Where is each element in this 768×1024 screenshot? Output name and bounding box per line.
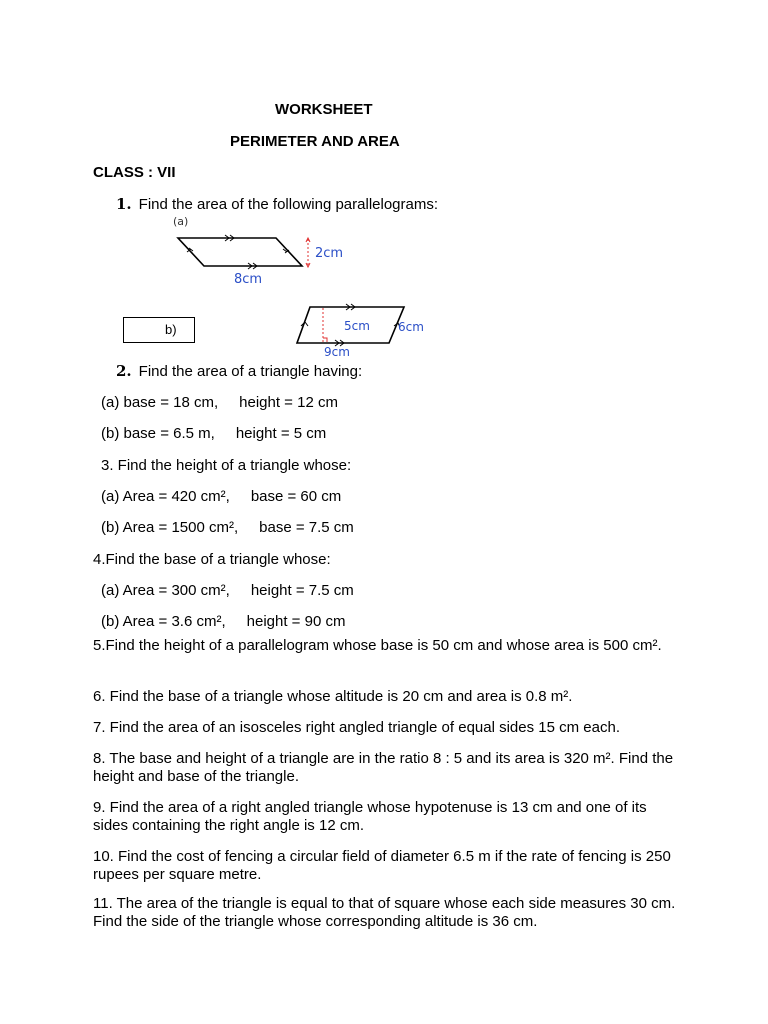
part-value: height = 5 cm	[235, 425, 327, 442]
worksheet-title: WORKSHEET	[275, 101, 373, 118]
figure-b-box	[123, 317, 195, 343]
parallelogram-figure-a	[150, 212, 380, 294]
question-5: 5.Find the height of a parallelogram whose base is 50 cm and whose area is 500 cm².	[93, 637, 662, 654]
class-label: CLASS : VII	[93, 164, 176, 181]
parallelogram-figure-b	[256, 292, 476, 362]
question-2	[116, 362, 362, 380]
question-1-number: 1.	[116, 195, 132, 213]
question-2-part-a	[101, 394, 338, 411]
part-value: base = 7.5 cm	[259, 519, 354, 536]
question-2-text: Find the area of a triangle having:	[138, 363, 363, 380]
part-text: (b) base = 6.5 m,	[101, 425, 215, 442]
part-text: (a) base = 18 cm,	[101, 394, 219, 411]
part-text: (a) Area = 300 cm²,	[101, 582, 230, 599]
part-value: height = 90 cm	[246, 613, 346, 630]
figure-a-height: 2cm	[315, 246, 344, 261]
question-8: 8. The base and height of a triangle are in the ratio 8 : 5 and its area is 320 m². Find the height and base of the triangle.	[93, 750, 674, 785]
figure-a-label: (a)	[173, 215, 189, 228]
question-6: 6. Find the base of a triangle whose altitude is 20 cm and area is 0.8 m².	[93, 688, 573, 705]
figure-a-base: 8cm	[234, 272, 263, 287]
part-text: (b) Area = 1500 cm²,	[101, 519, 239, 536]
question-4-part-b	[101, 613, 345, 630]
figure-b-side: 6cm	[398, 320, 424, 334]
question-4-part-a	[101, 582, 354, 599]
question-9: 9. Find the area of a right angled triangle whose hypotenuse is 13 cm and one of its sides containing the right angle is 12 cm.	[93, 799, 647, 834]
figure-b-base: 9cm	[324, 345, 350, 359]
part-text: (b) Area = 3.6 cm²,	[101, 613, 226, 630]
question-2-number: 2.	[116, 362, 132, 380]
question-10: 10. Find the cost of fencing a circular field of diameter 6.5 m if the rate of fencing is 250 rupees per square metre.	[93, 848, 671, 883]
question-3-part-b	[101, 519, 354, 536]
right-angle-mark-b	[323, 338, 327, 342]
question-2-part-b	[101, 425, 326, 442]
part-text: (a) Area = 420 cm²,	[101, 488, 230, 505]
parallelogram-a-shape	[178, 238, 302, 266]
question-11: 11. The area of the triangle is equal to that of square whose each side measures 30 cm. Find the side of the triangle whose corresponding altitude is 36 cm.	[93, 895, 676, 930]
worksheet-subtitle: PERIMETER AND AREA	[230, 133, 400, 150]
question-4: 4.Find the base of a triangle whose:	[93, 551, 331, 568]
question-3-part-a	[101, 488, 341, 505]
part-value: base = 60 cm	[250, 488, 342, 505]
question-3: 3. Find the height of a triangle whose:	[101, 457, 352, 474]
figure-b-height: 5cm	[344, 319, 370, 333]
question-1	[116, 195, 438, 213]
part-value: height = 7.5 cm	[250, 582, 354, 599]
part-value: height = 12 cm	[239, 394, 338, 411]
question-1-text: Find the area of the following parallelograms:	[138, 196, 439, 213]
figure-b-box-label: b)	[165, 322, 177, 337]
question-7: 7. Find the area of an isosceles right angled triangle of equal sides 15 cm each.	[93, 719, 620, 736]
